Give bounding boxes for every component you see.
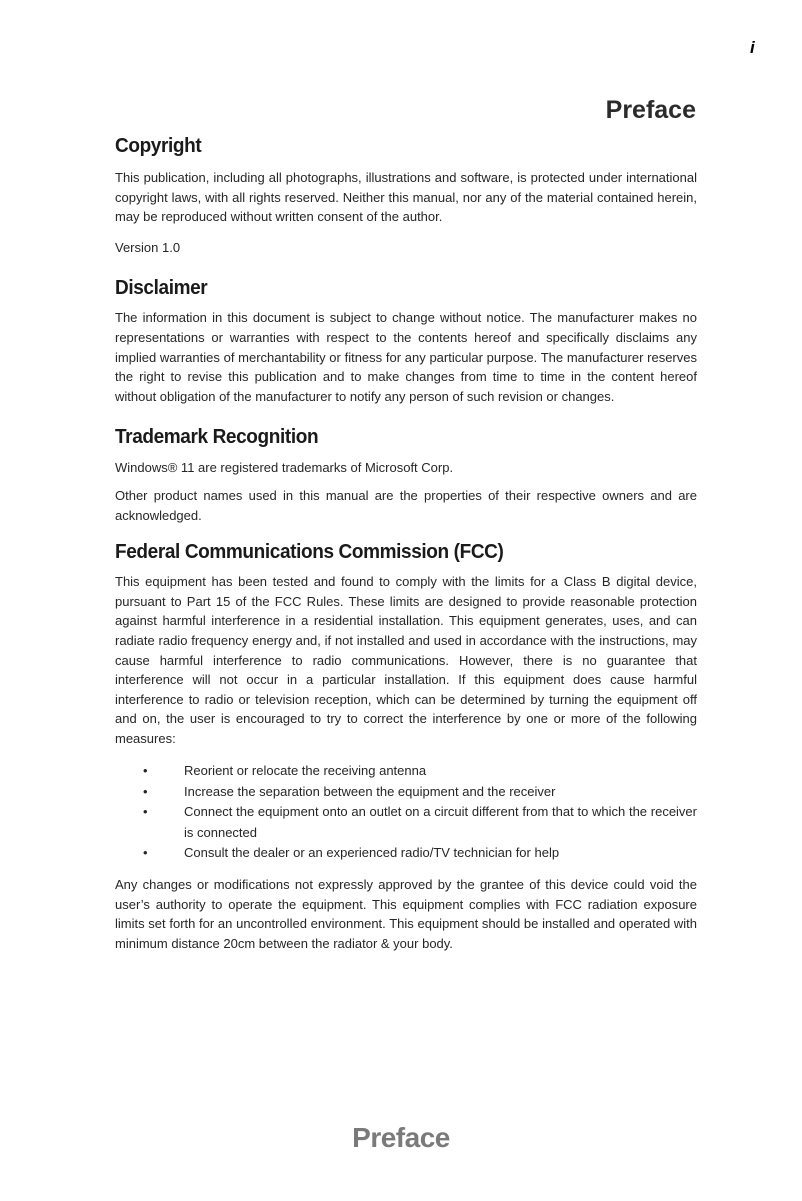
- fcc-section: [115, 541, 697, 953]
- trademark-windows-text: Windows® 11 are registered trademarks of Microsoft Corp.: [115, 460, 454, 476]
- list-item-text: Connect the equipment onto an outlet on a circuit different from that to which the receiver is connected: [184, 804, 697, 840]
- fcc-text: This equipment has been tested and found to comply with the limits for a Class B digital device, pursuant to Part 15 of the FCC Rules. These limits are designed to provide reasonable protection against harmful interference in a residential installation. This equipment generates, uses, and can radiate radio frequency energy and, if not installed and used in accordance with the instructions, may cause harmful interference to radio communications. However, there is no guarantee that interference will not occur in a particular installation. If this equipment does cause harmful interference to radio or television reception, which can be determined by turning the equipment off and on, the user is encouraged to try to correct the interference by one or more of the following measures:: [115, 574, 697, 746]
- trademark-section: [115, 426, 697, 525]
- list-item-text: Increase the separation between the equipment and the receiver: [184, 783, 556, 799]
- disclaimer-section: [115, 277, 697, 406]
- list-item-text: Consult the dealer or an experienced radio/TV technician for help: [184, 845, 560, 861]
- copyright-heading: Copyright: [115, 135, 202, 157]
- list-item: [115, 761, 697, 782]
- version-text: Version 1.0: [115, 239, 181, 255]
- trademark-other-text: Other product names used in this manual are the properties of their respective owners and are acknowledged.: [115, 487, 697, 523]
- list-item: [115, 782, 697, 803]
- bullet-icon: •: [143, 783, 148, 799]
- fcc-closing-text: Any changes or modifications not expressly approved by the grantee of this device could void the user’s authority to operate the equipment. This equipment complies with FCC radiation exposure limits set forth for an uncontrolled environment. This equipment should be installed and operated with minimum distance 20cm between the radiator & your body.: [115, 876, 697, 951]
- page-title: Preface: [605, 96, 696, 124]
- disclaimer-heading: Disclaimer: [115, 277, 208, 300]
- trademark-heading: Trademark Recognition: [115, 426, 319, 449]
- copyright-section: [115, 135, 697, 257]
- footer-title: Preface: [352, 1122, 450, 1153]
- fcc-heading: Federal Communications Commission (FCC): [115, 541, 504, 564]
- list-item-text: Reorient or relocate the receiving antenna: [184, 763, 427, 779]
- bullet-icon: •: [143, 804, 148, 820]
- bullet-icon: •: [143, 845, 148, 861]
- fcc-measures-list: [115, 761, 697, 864]
- copyright-text: This publication, including all photographs, illustrations and software, is protected under international copyright laws, with all rights reserved. Neither this manual, nor any of the material contained herein, may be reproduced without written consent of the author.: [115, 170, 697, 225]
- page-number: i: [750, 38, 755, 57]
- bullet-icon: •: [143, 763, 148, 779]
- disclaimer-text: The information in this document is subject to change without notice. The manufacturer makes no representations or warranties with respect to the contents hereof and specifically disclaims any implied warranties of merchantability or fitness for any particular purpose. The manufacturer reserves the right to revise this publication and to make changes from time to time in the content hereof without obligation of the manufacturer to notify any person of such revision or changes.: [115, 310, 697, 404]
- list-item: [115, 843, 697, 864]
- list-item: [115, 802, 697, 843]
- document-body: [115, 133, 697, 953]
